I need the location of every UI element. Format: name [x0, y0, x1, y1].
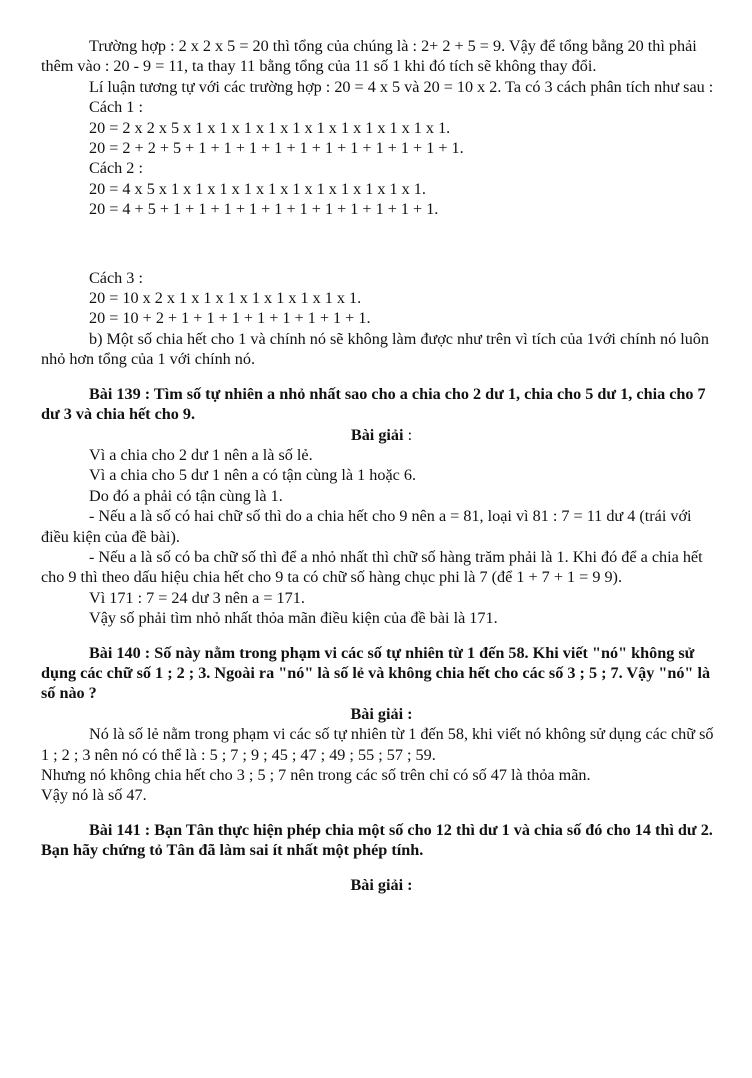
intro-paragraph-1: Trường hợp : 2 x 2 x 5 = 20 thì tổng của chúng là : 2+ 2 + 5 = 9. Vậy để tổng bằng 20 thì phải thêm vào : 20 - 9 = 11, ta thay 11 bằng tổng của 11 số 1 khi đó tích sẽ không thay đổi. — [41, 37, 697, 76]
method-2-product: 20 = 4 x 5 x 1 x 1 x 1 x 1 x 1 x 1 x 1 x 1 x 1 x 1 x 1. — [89, 179, 426, 198]
problem-139-title: Bài 139 : Tìm số tự nhiên a nhỏ nhất sao cho a chia cho 2 dư 1, chia cho 5 dư 1, chia cho 7 dư 3 và chia hết cho 9. — [41, 384, 706, 424]
problem-140-title: Bài 140 : Số này nằm trong phạm vi các số tự nhiên từ 1 đến 58. Khi viết "nó" không sử dụng các chữ số 1 ; 2 ; 3. Ngoài ra "nó" là số lẻ và không chia hết cho các số 3 ; 5 ; 7. Vậy "nó" là số nào ? — [41, 643, 711, 703]
problem-139-line-3: Do đó a phải có tận cùng là 1. — [89, 486, 283, 505]
method-3-label: Cách 3 : — [89, 268, 143, 287]
method-3-product: 20 = 10 x 2 x 1 x 1 x 1 x 1 x 1 x 1 x 1 x 1. — [89, 289, 362, 308]
problem-139-solution-heading — [41, 425, 722, 445]
problem-139-line-5: - Nếu a là số có ba chữ số thì để a nhỏ nhất thì chữ số hàng trăm phải là 1. Khi đó để a chia hết cho 9 thì theo dấu hiệu chia hết cho 9 ta có chữ số hàng chục phi là 7 (để 1 + 7 + 1 = 9 9). — [41, 547, 703, 587]
problem-139-line-4: - Nếu a là số có hai chữ số thì do a chia hết cho 9 nên a = 81, loại vì 81 : 7 = 11 dư 4 (trái với điều kiện của đề bài). — [41, 507, 692, 546]
problem-139-line-2: Vì a chia cho 5 dư 1 nên a có tận cùng là 1 hoặc 6. — [89, 466, 417, 485]
intro-paragraph-2: Lí luận tương tự với các trường hợp : 20 = 4 x 5 và 20 = 10 x 2. Ta có 3 cách phân tích như sau : — [89, 77, 714, 96]
problem-140-solution-heading: Bài giải : — [350, 704, 413, 723]
method-1-label: Cách 1 : — [89, 98, 143, 117]
method-1-sum: 20 = 2 + 2 + 5 + 1 + 1 + 1 + 1 + 1 + 1 + 1 + 1 + 1 + 1 + 1. — [89, 139, 464, 158]
problem-141-solution-heading: Bài giải : — [350, 875, 413, 894]
method-3-sum: 20 = 10 + 2 + 1 + 1 + 1 + 1 + 1 + 1 + 1 + 1. — [89, 309, 371, 328]
method-2-label: Cách 2 : — [89, 159, 143, 178]
problem-140-line-1: Nó là số lẻ nằm trong phạm vi các số tự nhiên từ 1 đến 58, khi viết nó không sử dụng các chữ số 1 ; 2 ; 3 nên nó có thể là : 5 ; 7 ; 9 ; 45 ; 47 ; 49 ; 55 ; 57 ; 59. — [41, 725, 714, 764]
method-2-sum: 20 = 4 + 5 + 1 + 1 + 1 + 1 + 1 + 1 + 1 + 1 + 1 + 1 + 1. — [89, 200, 439, 219]
problem-139-line-7: Vậy số phải tìm nhỏ nhất thỏa mãn điều kiện của đề bài là 171. — [89, 609, 498, 628]
method-1-product: 20 = 2 x 2 x 5 x 1 x 1 x 1 x 1 x 1 x 1 x 1 x 1 x 1 x 1 x 1. — [89, 118, 451, 137]
problem-141-title: Bài 141 : Bạn Tân thực hiện phép chia một số cho 12 thì dư 1 và chia số đó cho 14 thì dư 2. Bạn hãy chứng tỏ Tân đã làm sai ít nhất một phép tính. — [41, 820, 713, 860]
problem-139-heading-text: Bài giải — [350, 425, 404, 444]
problem-140-line-3: Vậy nó là số 47. — [41, 786, 147, 805]
problem-139-line-6: Vì 171 : 7 = 24 dư 3 nên a = 171. — [89, 588, 305, 607]
problem-139-line-1: Vì a chia cho 2 dư 1 nên a là số lẻ. — [89, 445, 313, 464]
problem-140-line-2: Nhưng nó không chia hết cho 3 ; 5 ; 7 nên trong các số trên chỉ có số 47 là thỏa mãn. — [41, 766, 591, 784]
part-b-paragraph: b) Một số chia hết cho 1 và chính nó sẽ không làm được như trên vì tích của 1với chính nó luôn nhỏ hơn tổng của 1 với chính nó. — [41, 329, 709, 369]
problem-139-heading-colon: : — [403, 425, 413, 444]
